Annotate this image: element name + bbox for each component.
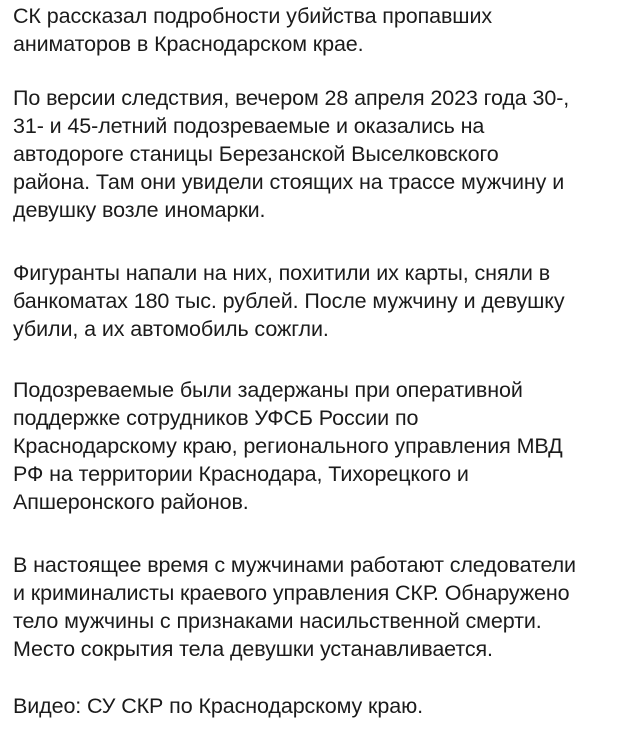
paragraph-arrest [13,376,563,516]
text-line: и криминалисты краевого управления СКР. Обнаружено [13,581,570,605]
text-line: РФ на территории Краснодара, Тихорецкого и [13,462,469,486]
text-line: Место сокрытия тела девушки устанавливается. [13,637,493,661]
text-line: Видео: СУ СКР по Краснодарскому краю. [13,694,423,718]
text-line: 31- и 45-летний подозреваемые и оказались на [13,114,485,138]
text-line: Краснодарскому краю, регионального управления МВД [13,434,563,458]
text-line: аниматоров в Краснодарском крае. [13,32,364,56]
text-line: района. Там они увидели стоящих на трассе мужчину и [13,170,565,194]
text-line: Апшеронского районов. [13,490,249,514]
text-line: банкоматах 180 тыс. рублей. После мужчину и девушку [13,289,565,313]
paragraph-attack [13,259,565,343]
text-line: По версии следствия, вечером 28 апреля 2023 года 30-, [13,86,570,110]
text-line: СК рассказал подробности убийства пропавших [13,4,492,28]
text-line: тело мужчины с признаками насильственной смерти. [13,609,542,633]
paragraph-video-credit [13,692,423,720]
text-line: Подозреваемые были задержаны при оперативной [13,378,523,402]
text-line: автодороге станицы Березанской Выселковского [13,142,499,166]
text-line: убили, а их автомобиль сожгли. [13,317,329,341]
paragraph-current-status [13,551,576,663]
text-line: поддержке сотрудников УФСБ России по [13,406,419,430]
paragraph-investigation [13,84,569,224]
text-line: Фигуранты напали на них, похитили их карты, сняли в [13,261,551,285]
paragraph-headline [13,2,492,58]
text-line: В настоящее время с мужчинами работают следователи [13,553,576,577]
text-line: девушку возле иномарки. [13,198,266,222]
